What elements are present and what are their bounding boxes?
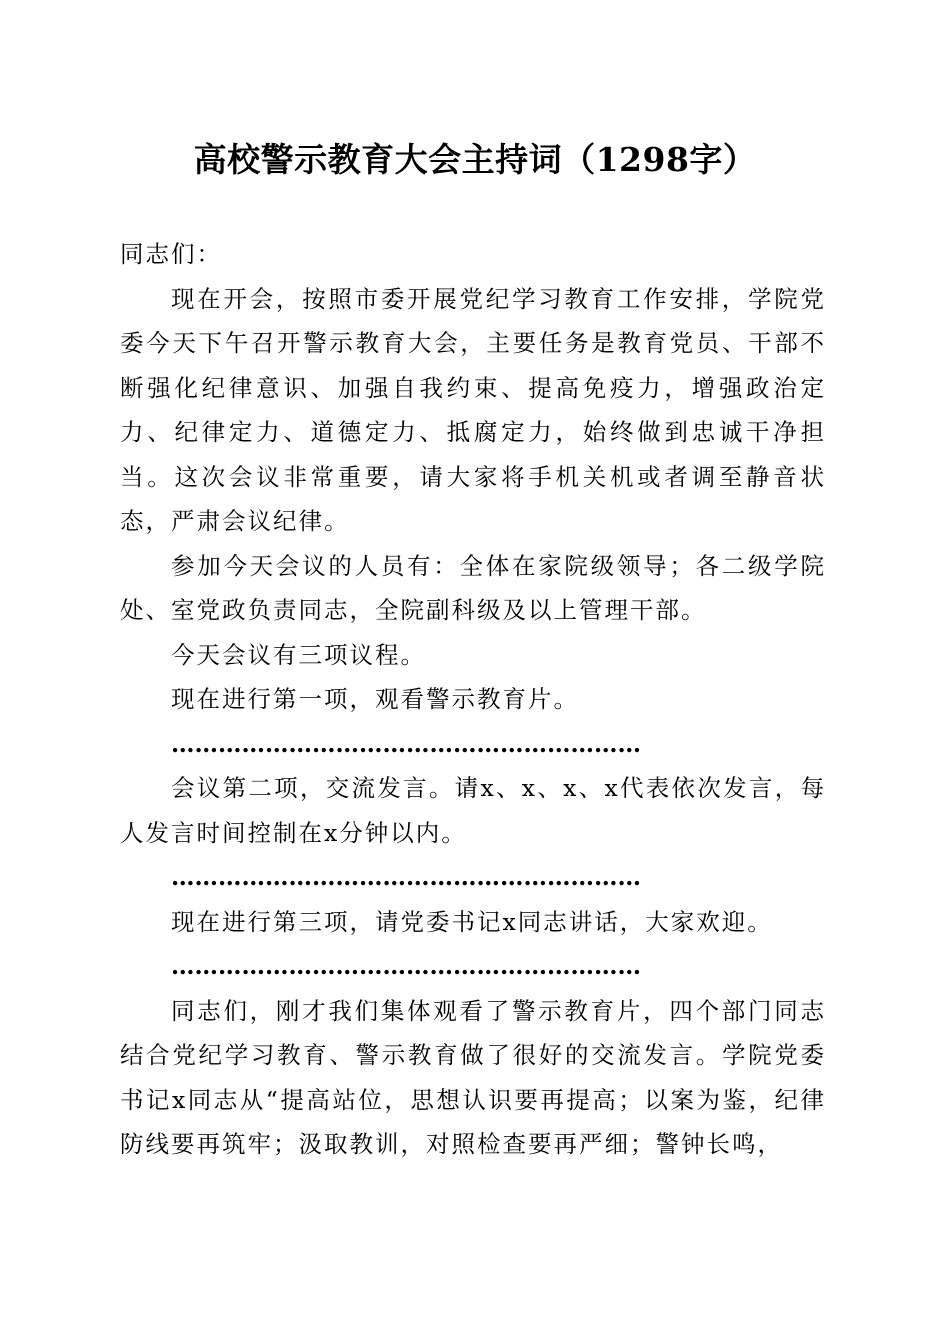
- paragraph-attendees: 参加今天会议的人员有：全体在家院级领导；各二级学院处、室党政负责同志，全院副科级及以上管理干部。: [120, 551, 826, 624]
- document-body: [120, 232, 826, 1167]
- paragraph-item-two: 会议第二项，交流发言。请x、x、x、x代表依次发言，每人发言时间控制在x分钟以内。: [120, 774, 826, 847]
- ellipsis-line: ……………………………………………………: [171, 863, 641, 891]
- paragraph-item-one: 现在进行第一项，观看警示教育片。: [171, 685, 579, 713]
- paragraph-item-three: 现在进行第三项，请党委书记x同志讲话，大家欢迎。: [171, 907, 773, 936]
- ellipsis-line: ……………………………………………………: [171, 952, 641, 980]
- salutation: 同志们：: [120, 240, 222, 268]
- paragraph-summary: 同志们，刚才我们集体观看了警示教育片，四个部门同志结合党纪学习教育、警示教育做了很好的交流发言。学院党委书记x同志从“提高站位，思想认识要再提高；以案为鉴，纪律防线要再筑牢；汲取教训，对照检查要再严细；警钟长鸣，: [120, 996, 826, 1158]
- ellipsis-line: ……………………………………………………: [171, 729, 641, 758]
- paragraph-opening: 现在开会，按照市委开展党纪学习教育工作安排，学院党委今天下午召开警示教育大会，主要任务是教育党员、干部不断强化纪律意识、加强自我约束、提高免疫力，增强政治定力、纪律定力、道德定力、抵腐定力，始终做到忠诚干净担当。这次会议非常重要，请大家将手机关机或者调至静音状态，严肃会议纪律。: [120, 284, 826, 535]
- document-title: 高校警示教育大会主持词（1298字）: [193, 140, 757, 179]
- paragraph-agenda: 今天会议有三项议程。: [171, 640, 426, 669]
